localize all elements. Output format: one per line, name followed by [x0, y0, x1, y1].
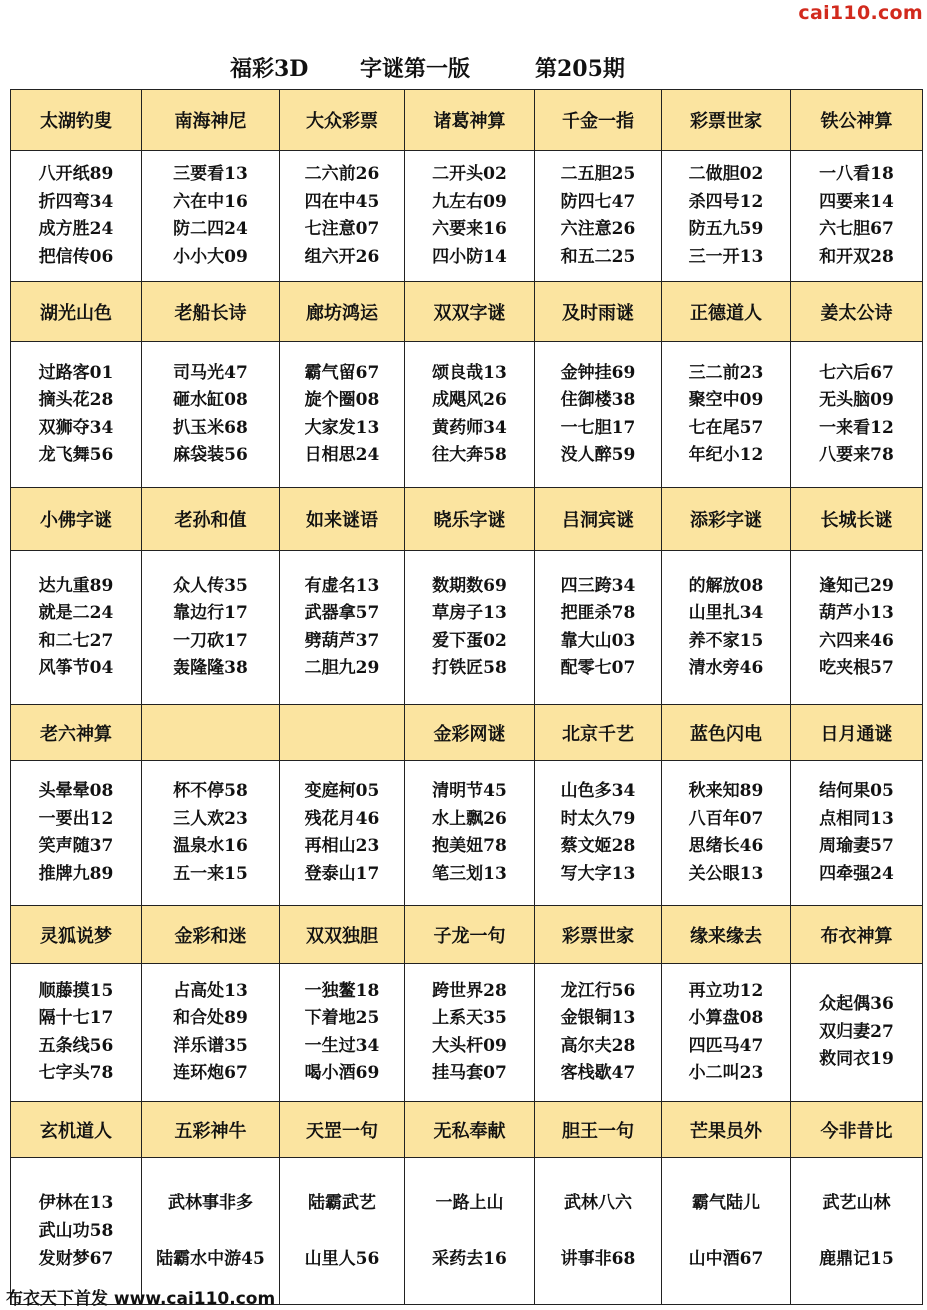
- riddle-line: 双狮夺34: [38, 417, 114, 438]
- section-body-row: [11, 151, 923, 282]
- author-name-cell: 胆王一句: [535, 1102, 662, 1158]
- riddle-line: [280, 1217, 404, 1245]
- riddle-line: 杯不停58: [173, 781, 248, 801]
- riddle-line: 结何果05: [819, 781, 894, 801]
- page-header: [0, 52, 927, 86]
- riddle-line: 草房子13: [432, 603, 507, 623]
- riddle-line: 七注意07: [304, 219, 380, 239]
- riddle-line: 和开双28: [819, 246, 894, 267]
- riddle-line: 养不家15: [688, 630, 764, 651]
- riddle-line: 下着地25: [304, 1008, 380, 1028]
- riddle-line: 时太久79: [560, 808, 636, 829]
- riddle-cell: [142, 342, 280, 488]
- riddle-line: 四三跨34: [560, 575, 636, 596]
- riddle-line: 靠边行17: [173, 603, 248, 623]
- author-name-cell: 铁公神算: [791, 90, 923, 151]
- riddle-cell: [142, 151, 280, 282]
- riddle-line: 救同衣19: [819, 1049, 894, 1070]
- riddle-line: 摘头花28: [38, 390, 114, 410]
- riddle-line: 高尔夫28: [560, 1035, 636, 1056]
- riddle-line: [791, 1217, 922, 1245]
- riddle-cell: [791, 761, 923, 906]
- riddle-line: 八开纸89: [38, 164, 114, 184]
- riddle-line: 客栈歇47: [560, 1063, 636, 1083]
- riddle-line: 吃夹根57: [819, 658, 894, 678]
- author-name-cell: 玄机道人: [11, 1102, 142, 1158]
- riddle-line: 清水旁46: [688, 658, 764, 678]
- footer-credit: 布衣天下首发 www.cai110.com: [6, 1289, 276, 1309]
- riddle-line: 轰隆隆38: [173, 658, 248, 678]
- riddle-line: 折四弯34: [38, 191, 114, 212]
- riddle-line: 五一来15: [173, 863, 248, 884]
- riddle-line: 秋来知89: [688, 781, 764, 801]
- riddle-cell: [405, 151, 535, 282]
- riddle-line: 达九重89: [38, 575, 114, 596]
- riddle-line: 伊林在13: [38, 1193, 114, 1213]
- riddle-line: 二做胆02: [688, 164, 764, 184]
- author-name-cell: 金彩网谜: [405, 705, 535, 761]
- section-body-row: [11, 551, 923, 705]
- riddle-line: 采药去16: [432, 1249, 507, 1269]
- riddle-line: 蔡文姬28: [560, 836, 636, 856]
- riddle-line: 九左右09: [432, 191, 507, 212]
- riddle-line: 葫芦小13: [819, 603, 894, 623]
- riddle-cell: [405, 551, 535, 705]
- section-header-row: [11, 705, 923, 761]
- riddle-line: 没人醉59: [560, 445, 636, 465]
- riddle-line: 温泉水16: [173, 836, 248, 856]
- riddle-line: [405, 1217, 534, 1245]
- riddle-cell: [662, 964, 791, 1102]
- riddle-line: 砸水缸08: [173, 390, 248, 410]
- riddle-line: 小二叫23: [688, 1063, 764, 1083]
- author-name-cell: [280, 705, 405, 761]
- author-name-cell: 老船长诗: [142, 282, 280, 342]
- riddle-cell: [791, 342, 923, 488]
- site-logo: cai110.com: [798, 2, 923, 24]
- author-name-cell: 小佛字谜: [11, 488, 142, 551]
- riddle-line: 五条线56: [38, 1035, 114, 1056]
- author-name-cell: 如来谜语: [280, 488, 405, 551]
- riddle-line: 和合处89: [173, 1008, 248, 1028]
- riddle-cell: [11, 964, 142, 1102]
- author-name-cell: 今非昔比: [791, 1102, 923, 1158]
- author-name-cell: 双双独胆: [280, 906, 405, 964]
- riddle-line: 无头脑09: [819, 390, 894, 410]
- author-name-cell: 千金一指: [535, 90, 662, 151]
- riddle-line: 大头杆09: [432, 1035, 507, 1056]
- riddle-line: 住御楼38: [560, 390, 636, 410]
- riddle-line: 二开头02: [432, 164, 507, 184]
- riddle-table: [10, 89, 923, 1305]
- riddle-line: 就是二24: [38, 603, 114, 623]
- riddle-line: 小小大09: [173, 246, 248, 267]
- riddle-cell: [535, 151, 662, 282]
- riddle-cell: [11, 551, 142, 705]
- riddle-cell: [280, 342, 405, 488]
- riddle-line: 山色多34: [560, 781, 636, 801]
- riddle-line: 一八看18: [819, 164, 894, 184]
- riddle-line: 关公眼13: [688, 863, 764, 884]
- riddle-cell: [662, 761, 791, 906]
- riddle-line: 霸气陆儿: [692, 1193, 760, 1213]
- riddle-line: 笑声随37: [38, 836, 114, 856]
- author-name-cell: 南海神尼: [142, 90, 280, 151]
- riddle-line: 三二前23: [688, 362, 764, 383]
- riddle-line: 一来看12: [819, 417, 894, 438]
- author-name-cell: 晓乐字谜: [405, 488, 535, 551]
- author-name-cell: 老孙和值: [142, 488, 280, 551]
- riddle-line: 金银铜13: [560, 1008, 636, 1028]
- section-header-row: [11, 488, 923, 551]
- author-name-cell: 吕洞宾谜: [535, 488, 662, 551]
- riddle-cell: [11, 761, 142, 906]
- riddle-line: 头晕晕08: [38, 781, 114, 801]
- riddle-cell: [535, 342, 662, 488]
- author-name-cell: 大众彩票: [280, 90, 405, 151]
- riddle-line: 风筝节04: [38, 658, 114, 678]
- author-name-cell: 缘来缘去: [662, 906, 791, 964]
- riddle-line: [662, 1217, 790, 1245]
- riddle-line: 二五胆25: [560, 164, 636, 184]
- riddle-line: 颂良哉13: [432, 362, 507, 383]
- riddle-line: 的解放08: [688, 575, 764, 596]
- riddle-line: 喝小酒69: [304, 1063, 380, 1083]
- riddle-line: 思绪长46: [688, 836, 764, 856]
- author-name-cell: 五彩神牛: [142, 1102, 280, 1158]
- riddle-line: 挂马套07: [432, 1063, 507, 1083]
- riddle-line: 武林八六: [564, 1193, 632, 1213]
- riddle-cell: [405, 761, 535, 906]
- author-name-cell: 无私奉献: [405, 1102, 535, 1158]
- riddle-line: 七字头78: [38, 1063, 114, 1083]
- riddle-line: 四在中45: [304, 191, 380, 212]
- riddle-line: 推牌九89: [38, 863, 114, 884]
- riddle-line: 一要出12: [38, 808, 114, 829]
- riddle-line: 再立功12: [688, 980, 764, 1001]
- section-body-row: [11, 964, 923, 1102]
- riddle-line: 讲事非68: [560, 1249, 636, 1269]
- riddle-line: 鹿鼎记15: [819, 1249, 894, 1269]
- author-name-cell: 廊坊鸿运: [280, 282, 405, 342]
- riddle-line: 金钟挂69: [560, 362, 636, 383]
- riddle-cell: [11, 342, 142, 488]
- riddle-cell: [11, 1158, 142, 1305]
- riddle-line: 四小防14: [432, 246, 507, 267]
- riddle-line: 周瑜妻57: [819, 836, 894, 856]
- riddle-line: 众人传35: [173, 575, 248, 596]
- riddle-cell: [142, 964, 280, 1102]
- author-name-cell: 双双字谜: [405, 282, 535, 342]
- riddle-cell: [280, 151, 405, 282]
- riddle-line: [535, 1217, 661, 1245]
- riddle-line: 发财梦67: [38, 1249, 114, 1269]
- riddle-line: 四匹马47: [688, 1035, 764, 1056]
- riddle-line: 残花月46: [304, 808, 380, 829]
- riddle-cell: [535, 964, 662, 1102]
- riddle-cell: [535, 1158, 662, 1305]
- riddle-line: 陆霸武艺: [308, 1193, 376, 1213]
- riddle-line: 成飓风26: [432, 390, 507, 410]
- riddle-cell: [280, 964, 405, 1102]
- riddle-line: 黄药师34: [432, 417, 507, 438]
- riddle-line: 和二七27: [38, 630, 114, 651]
- section-header-row: [11, 90, 923, 151]
- riddle-cell: [535, 761, 662, 906]
- author-name-cell: 长城长谜: [791, 488, 923, 551]
- author-name-cell: 北京千艺: [535, 705, 662, 761]
- riddle-line: 二胆九29: [304, 658, 380, 678]
- riddle-line: 旋个圈08: [304, 390, 380, 410]
- riddle-line: 把匪杀78: [560, 603, 636, 623]
- author-name-cell: 太湖钓叟: [11, 90, 142, 151]
- riddle-line: 小算盘08: [688, 1008, 764, 1028]
- riddle-line: 年纪小12: [688, 445, 764, 465]
- riddle-line: 武艺山林: [822, 1193, 891, 1213]
- section-body-row: [11, 342, 923, 488]
- riddle-line: 众起偶36: [819, 994, 894, 1015]
- riddle-line: 霸气留67: [304, 362, 380, 383]
- riddle-line: 和五二25: [560, 246, 636, 267]
- riddle-line: 变庭柯05: [304, 781, 380, 801]
- author-name-cell: 芒果员外: [662, 1102, 791, 1158]
- riddle-line: 逢知己29: [819, 575, 894, 596]
- riddle-line: 上系天35: [432, 1008, 507, 1028]
- riddle-cell: [662, 151, 791, 282]
- riddle-line: 水上飘26: [432, 808, 507, 829]
- page-subtitle: 字谜第一版: [360, 56, 471, 82]
- riddle-cell: [280, 761, 405, 906]
- riddle-line: 四要来14: [819, 191, 894, 212]
- riddle-line: 抱美妞78: [432, 836, 507, 856]
- riddle-line: 龙飞舞56: [38, 445, 114, 465]
- author-name-cell: [142, 705, 280, 761]
- riddle-line: 清明节45: [432, 781, 507, 801]
- riddle-cell: [791, 1158, 923, 1305]
- riddle-line: 笔三划13: [432, 863, 507, 884]
- riddle-line: 登泰山17: [304, 863, 380, 884]
- riddle-line: 一七胆17: [560, 417, 636, 438]
- riddle-cell: [405, 1158, 535, 1305]
- section-body-row: [11, 1158, 923, 1305]
- riddle-cell: [405, 964, 535, 1102]
- riddle-cell: [662, 1158, 791, 1305]
- riddle-line: 三一开13: [688, 246, 764, 267]
- riddle-line: 组六开26: [304, 246, 380, 267]
- riddle-line: 跨世界28: [432, 980, 507, 1001]
- riddle-line: 有虚名13: [304, 575, 380, 596]
- riddle-cell: [535, 551, 662, 705]
- author-name-cell: 蓝色闪电: [662, 705, 791, 761]
- riddle-cell: [280, 551, 405, 705]
- riddle-line: 过路客01: [38, 362, 114, 383]
- riddle-line: 六四来46: [819, 630, 894, 651]
- riddle-line: 七在尾57: [688, 417, 764, 438]
- riddle-line: 再相山23: [304, 836, 380, 856]
- author-name-cell: 老六神算: [11, 705, 142, 761]
- riddle-line: 点相同13: [819, 808, 894, 829]
- riddle-cell: [280, 1158, 405, 1305]
- author-name-cell: 日月通谜: [791, 705, 923, 761]
- riddle-line: [142, 1217, 279, 1245]
- riddle-line: 一独鳌18: [304, 980, 380, 1001]
- author-name-cell: 及时雨谜: [535, 282, 662, 342]
- riddle-line: 防四七47: [560, 191, 636, 212]
- author-name-cell: 子龙一句: [405, 906, 535, 964]
- section-header-row: [11, 906, 923, 964]
- riddle-line: 六在中16: [173, 191, 248, 212]
- riddle-line: 八要来78: [819, 445, 894, 465]
- issue-number: 第205期: [535, 56, 625, 82]
- riddle-line: 把信传06: [38, 246, 114, 267]
- author-name-cell: 姜太公诗: [791, 282, 923, 342]
- section-header-row: [11, 1102, 923, 1158]
- riddle-line: 隔十七17: [38, 1008, 114, 1028]
- author-name-cell: 湖光山色: [11, 282, 142, 342]
- riddle-line: 麻袋装56: [173, 445, 248, 465]
- riddle-cell: [662, 342, 791, 488]
- riddle-line: 山中酒67: [688, 1249, 764, 1269]
- riddle-line: 山里扎34: [688, 603, 764, 623]
- riddle-line: 打铁匠58: [432, 658, 507, 678]
- riddle-line: 六要来16: [432, 219, 507, 239]
- author-name-cell: 彩票世家: [662, 90, 791, 151]
- riddle-line: 顺藤摸15: [38, 980, 114, 1001]
- riddle-line: 武林事非多: [168, 1193, 253, 1213]
- riddle-line: 写大字13: [560, 863, 636, 884]
- author-name-cell: 正德道人: [662, 282, 791, 342]
- riddle-line: 六注意26: [560, 219, 636, 239]
- riddle-line: 二六前26: [304, 164, 380, 184]
- riddle-line: 一刀砍17: [173, 630, 248, 651]
- riddle-line: 聚空中09: [688, 390, 764, 410]
- riddle-cell: [791, 551, 923, 705]
- riddle-line: 洋乐谱35: [173, 1035, 248, 1056]
- riddle-line: 三要看13: [173, 164, 248, 184]
- riddle-line: 司马光47: [173, 362, 248, 383]
- riddle-line: 数期数69: [432, 575, 507, 596]
- riddle-line: 配零七07: [560, 658, 636, 678]
- author-name-cell: 布衣神算: [791, 906, 923, 964]
- riddle-line: 防五九59: [688, 219, 764, 239]
- riddle-line: 爱下蛋02: [432, 630, 507, 651]
- riddle-line: 防二四24: [173, 219, 248, 239]
- riddle-line: 靠大山03: [560, 630, 636, 651]
- riddle-line: 七六后67: [819, 362, 894, 383]
- riddle-line: 武山功58: [38, 1221, 114, 1241]
- riddle-line: 武器拿57: [304, 603, 380, 623]
- section-header-row: [11, 282, 923, 342]
- riddle-line: 杀四号12: [688, 191, 764, 212]
- riddle-line: 一生过34: [304, 1035, 380, 1056]
- riddle-cell: [662, 551, 791, 705]
- riddle-line: 往大奔58: [432, 445, 507, 465]
- riddle-line: 陆霸水中游45: [156, 1249, 265, 1269]
- page-title: 福彩3D: [230, 56, 309, 82]
- riddle-line: 日相思24: [304, 445, 380, 465]
- riddle-cell: [405, 342, 535, 488]
- riddle-line: 劈葫芦37: [304, 630, 380, 651]
- riddle-line: 四牵强24: [819, 863, 894, 884]
- riddle-cell: [142, 1158, 280, 1305]
- riddle-line: 大家发13: [304, 417, 380, 438]
- riddle-line: 龙江行56: [560, 980, 636, 1001]
- riddle-line: 三人欢23: [173, 808, 248, 829]
- riddle-cell: [142, 551, 280, 705]
- author-name-cell: 天罡一句: [280, 1102, 405, 1158]
- author-name-cell: 灵狐说梦: [11, 906, 142, 964]
- riddle-cell: [11, 151, 142, 282]
- riddle-line: 双归妻27: [819, 1021, 894, 1042]
- author-name-cell: 彩票世家: [535, 906, 662, 964]
- riddle-line: 六七胆67: [819, 219, 894, 239]
- author-name-cell: 金彩和迷: [142, 906, 280, 964]
- riddle-line: 八百年07: [688, 808, 764, 829]
- riddle-line: 一路上山: [435, 1193, 504, 1213]
- author-name-cell: 诸葛神算: [405, 90, 535, 151]
- riddle-line: 占高处13: [173, 980, 248, 1001]
- riddle-cell: [791, 151, 923, 282]
- riddle-line: 连环炮67: [173, 1063, 248, 1083]
- riddle-cell: [142, 761, 280, 906]
- riddle-line: 扒玉米68: [173, 417, 248, 438]
- section-body-row: [11, 761, 923, 906]
- riddle-line: 成方胜24: [38, 219, 114, 239]
- riddle-cell: [791, 964, 923, 1102]
- author-name-cell: 添彩字谜: [662, 488, 791, 551]
- riddle-line: 山里人56: [304, 1249, 380, 1269]
